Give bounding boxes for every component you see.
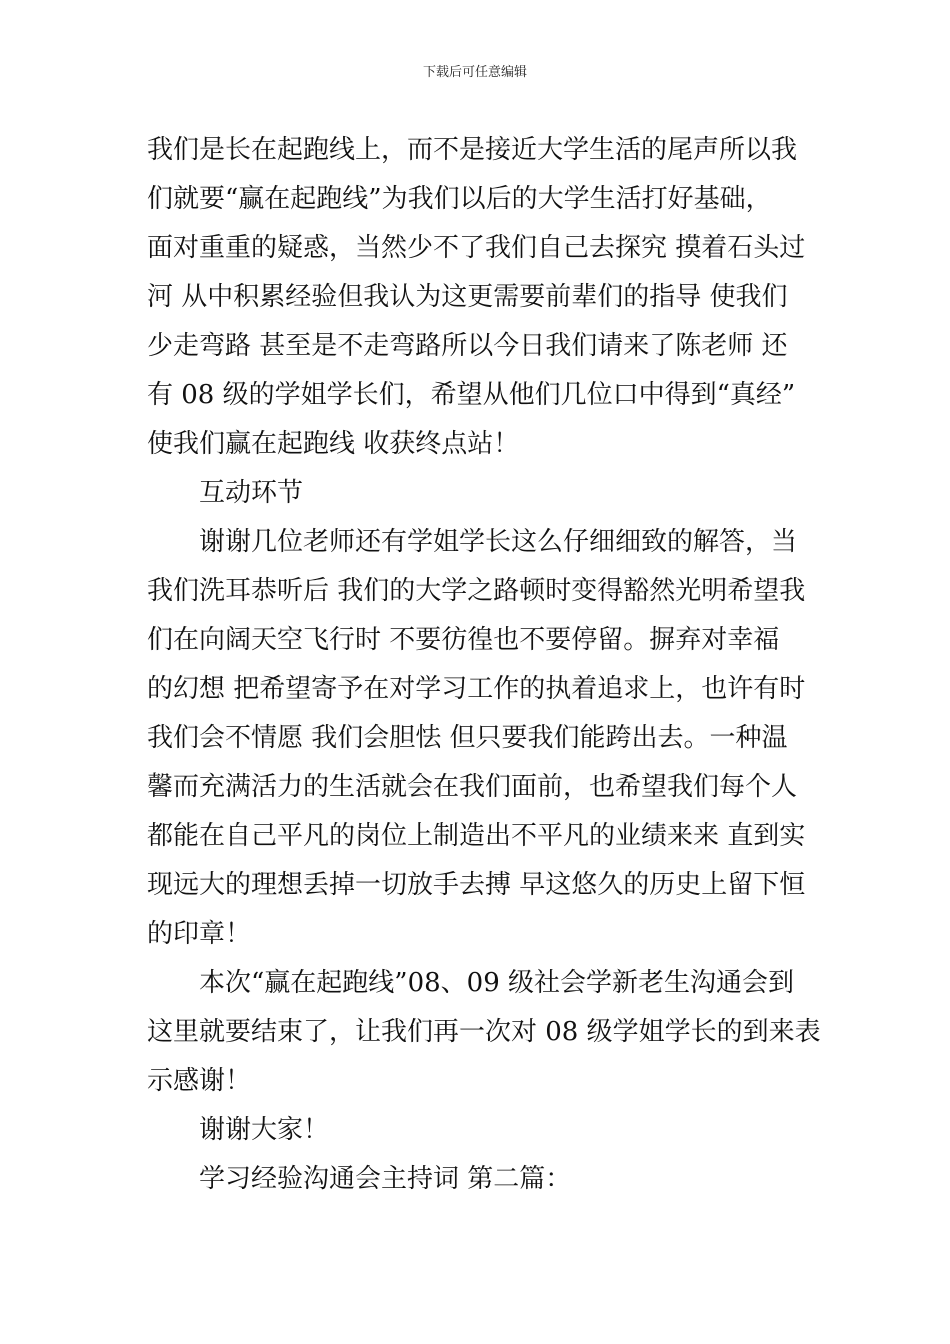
text-line: 示感谢！ (147, 1066, 252, 1096)
text-line: 们在向阔天空飞行时 不要彷徨也不要停留。摒弃对幸福 (147, 625, 780, 655)
text-line: 的幻想 把希望寄予在对学习工作的执着追求上，也许有时 (147, 674, 806, 704)
text-line: 面对重重的疑惑，当然少不了我们自己去探究 摸着石头过 (147, 233, 806, 263)
document-body (147, 126, 821, 1204)
text-line: 们就要“赢在起跑线”为我们以后的大学生活打好基础， (147, 184, 772, 214)
text-line: 少走弯路 甚至是不走弯路所以今日我们请来了陈老师 还 (147, 331, 788, 361)
section-heading: 互动环节 (199, 478, 304, 508)
text-line: 有 08 级的学姐学长们，希望从他们几位口中得到“真经” (147, 380, 796, 410)
text-line: 的印章！ (147, 919, 252, 949)
text-line: 我们是长在起跑线上，而不是接近大学生活的尾声所以我 (147, 135, 798, 165)
text-line: 河 从中积累经验但我认为这更需要前辈们的指导 使我们 (147, 282, 788, 312)
text-line: 这里就要结束了，让我们再一次对 08 级学姐学长的到来表 (147, 1017, 821, 1047)
closing-line: 谢谢大家！ (199, 1115, 330, 1145)
text-line: 使我们赢在起跑线 收获终点站！ (147, 429, 520, 459)
text-line: 都能在自己平凡的岗位上制造出不平凡的业绩来来 直到实 (147, 821, 806, 851)
text-line: 现远大的理想丢掉一切放手去搏 早这悠久的历史上留下恒 (147, 870, 806, 900)
text-line: 馨而充满活力的生活就会在我们面前，也希望我们每个人 (147, 772, 798, 802)
paragraph-start-line: 谢谢几位老师还有学姐学长这么仔细细致的解答，当 (199, 527, 798, 557)
next-section-title: 学习经验沟通会主持词 第二篇： (199, 1164, 572, 1194)
text-line: 我们洗耳恭听后 我们的大学之路顿时变得豁然光明希望我 (147, 576, 806, 606)
text-line: 我们会不情愿 我们会胆怯 但只要我们能跨出去。一种温 (147, 723, 788, 753)
paragraph-start-line: 本次“赢在起跑线”08、09 级社会学新老生沟通会到 (199, 968, 795, 998)
page-header: 下载后可任意编辑 (422, 65, 527, 80)
